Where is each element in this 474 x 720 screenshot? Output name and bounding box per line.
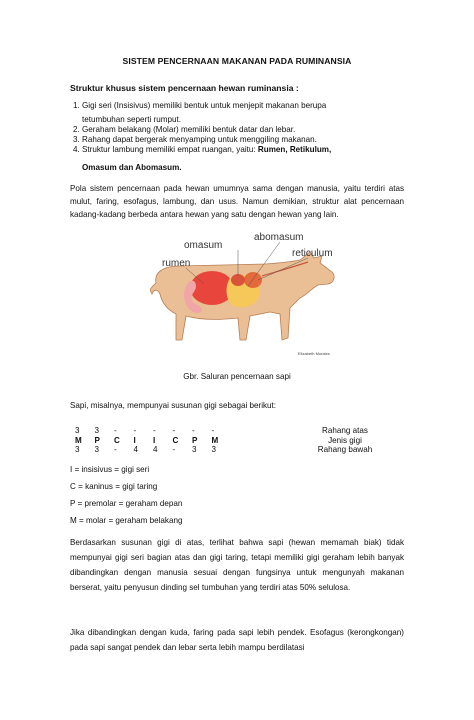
document-title: SISTEM PENCERNAAN MAKANAN PADA RUMINANSIA — [122, 56, 352, 66]
dental-cell: P — [192, 435, 198, 445]
dental-cell: 3 — [94, 426, 100, 435]
cow-digestive-diagram — [150, 228, 340, 363]
dental-cell: - — [192, 426, 195, 435]
dental-row-label: Jenis gigi — [328, 435, 362, 445]
figure-credit: Elizabeth Morales — [298, 351, 330, 356]
dental-cell: 3 — [211, 445, 217, 454]
dental-cell: 3 — [75, 426, 80, 435]
dental-cell: 3 — [75, 445, 80, 454]
dental-row-upper — [75, 426, 368, 436]
dental-formula — [75, 426, 373, 455]
list-item — [82, 145, 402, 155]
list-item: 2. Geraham belakang (Molar) memiliki bentuk datar dan lebar. — [82, 125, 402, 135]
abomasum-label: abomasum — [254, 232, 304, 243]
dental-cell: P — [94, 435, 100, 445]
dental-cell: M — [211, 435, 219, 445]
reticulum-organ — [244, 272, 262, 288]
dental-row-lower — [75, 445, 373, 455]
dental-cell: 3 — [192, 445, 197, 454]
dental-cell: C — [114, 435, 120, 445]
dental-row-teeth — [75, 435, 362, 446]
legend-molar: M = molar = geraham belakang — [70, 516, 183, 525]
dental-cell: M — [75, 435, 82, 445]
list-item: 3. Rahang dapat bergerak menyamping untuk menggiling makanan. — [82, 135, 402, 145]
dental-cell: I — [133, 435, 136, 445]
dental-cell: I — [153, 435, 156, 445]
section-subheading: Struktur khusus sistem pencernaan hewan ruminansia : — [70, 83, 299, 93]
paragraph-analysis: Berdasarkan susunan gigi di atas, terlihat bahwa sapi (hewan memamah biak) tidak mempunyai gigi seri bagian atas dan gigi taring, tetapi memiliki gigi geraham lebih banyak dibandingkan dengan manusia sesuai dengan fungsinya untuk mengunyah makanan berserat, yaitu penyusun dinding sel tumbuhan yang terdiri atas 50% selulosa. — [70, 538, 404, 592]
reticulum-label: reticulum — [292, 248, 333, 259]
legend-canine: C = kaninus = gigi taring — [70, 482, 158, 491]
cow-digestive-figure — [150, 228, 340, 363]
list-item-continuation: tetumbuhan seperti rumput. — [82, 115, 181, 124]
list-item-text: Struktur lambung memiliki empat ruangan, yaitu: — [82, 145, 258, 154]
dental-cell: - — [172, 426, 176, 435]
list-item — [82, 101, 402, 125]
dental-row-label: Rahang atas — [322, 426, 368, 435]
figure-caption: Gbr. Saluran pencernaan sapi — [183, 372, 291, 381]
dental-cell: - — [211, 426, 215, 435]
dental-cell: C — [172, 435, 179, 445]
dental-cell: 4 — [133, 445, 139, 454]
stomach-chambers-bold: Rumen, Retikulum, — [257, 145, 332, 154]
paragraph-intro: Pola sistem pencernaan pada hewan umumnya sama dengan manusia, yaitu terdiri atas mulut, faring, esofagus, lambung, dan usus. Namun demikian, struktur alat pencernaan kadang-kadang berbeda antara hewan yang satu dengan hewan yang lain. — [70, 184, 404, 219]
dental-cell: - — [172, 445, 176, 454]
structure-list — [70, 101, 402, 155]
dental-cell: 4 — [153, 445, 158, 454]
dental-cell: - — [114, 445, 117, 454]
legend-incisor: I = insisivus = gigi seri — [70, 465, 150, 474]
dental-cell: 3 — [94, 445, 100, 454]
stomach-chambers-bold-cont: Omasum dan Abomasum. — [82, 163, 182, 172]
paragraph-comparison: Jika dibandingkan dengan kuda, faring pada sapi lebih pendek. Esofagus (kerongkongan) pada sapi sangat pendek dan lebar serta lebih mampu berdilatasi — [70, 628, 404, 652]
paragraph-teeth-intro: Sapi, misalnya, mempunyai susunan gigi sebagai berikut: — [70, 401, 277, 410]
legend-premolar: P = premolar = geraham depan — [70, 499, 183, 508]
dental-row-label: Rahang bawah — [317, 445, 373, 454]
rumen-label: rumen — [162, 258, 191, 269]
list-item-text: Gigi seri (Insisivus) memiliki bentuk untuk menjepit makanan berupa — [82, 101, 327, 110]
dental-cell: - — [114, 426, 117, 435]
dental-cell: - — [133, 426, 137, 435]
dental-cell: - — [153, 426, 156, 435]
omasum-label: omasum — [184, 240, 223, 251]
